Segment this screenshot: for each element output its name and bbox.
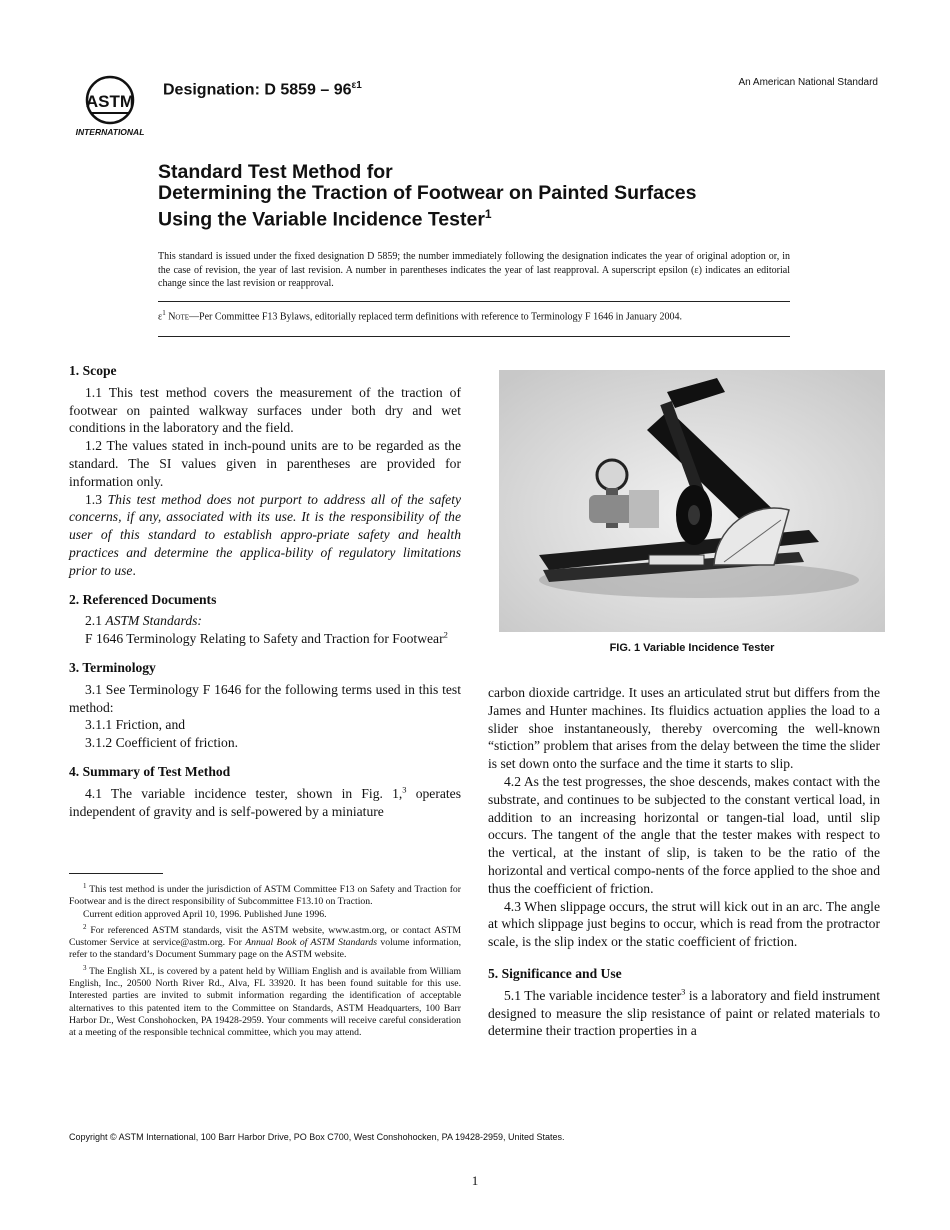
astm-logo-icon <box>76 77 145 137</box>
document-title <box>158 162 808 231</box>
footnote-1: $^1$ This test method is under the jurisdiction of ASTM Committee F13 on Safety and Traction for Footwear and is the direct responsibility of Subcommittee F13.10 on Traction. <box>69 882 461 908</box>
reference-f1646: F 1646 Terminology Relating to Safety and Traction for Footwear$^2$ <box>85 629 448 647</box>
svg-text:INTERNATIONAL: INTERNATIONAL <box>75 127 145 137</box>
divider-top <box>158 301 790 302</box>
footnote-divider <box>69 873 163 874</box>
section-heading-summary: 4. Summary of Test Method <box>69 763 231 779</box>
paragraph-4-1-continued: carbon dioxide cartridge. It uses an articulated strut but differs from the James and Hunter machines. Its fluidics actuation applies the load to a slider shoe instantaneously, thereby overcoming the well-known “stiction” problem that arises from the delay between the time the slider is set down onto the surface and the time it starts to slip. <box>488 685 880 772</box>
section-heading-significance: 5. Significance and Use <box>488 965 622 981</box>
copyright-notice: Copyright © ASTM International, 100 Barr Harbor Drive, PO Box C700, West Conshohocken, PA 19428-2959, United States. <box>69 1132 565 1142</box>
paragraph-4-1: 4.1 The variable incidence tester, shown in Fig. 1,$^3$ operates independent of gravity and is self-powered by a miniature <box>69 784 462 819</box>
svg-text:ASTM: ASTM <box>85 92 135 111</box>
left-column <box>69 362 461 820</box>
section-heading-terminology: 3. Terminology <box>69 659 156 675</box>
paragraph-3-1-1: 3.1.1 Friction, and <box>85 717 186 733</box>
footnote-1-approval: Current edition approved April 10, 1996. Published June 1996. <box>83 908 327 920</box>
figure-1-photo <box>499 370 885 632</box>
footnote-2: $^2$ For referenced ASTM standards, visit the ASTM website, www.astm.org, or contact ASTM Customer Service at service@astm.org. For Annual Book of ASTM Standards volume information, refer to the standard’s Document Summary page on the ASTM website. <box>69 922 462 961</box>
designation: Designation: D $5859 - 96^{\varepsilon 1}$ <box>163 80 362 99</box>
section-heading-scope: 1. Scope <box>69 363 117 378</box>
editorial-note: $\varepsilon^1$ Note—Per Committee F13 Bylaws, editorially replaced term definitions with reference to Terminology F 1646 in January 2004. <box>158 309 682 323</box>
footnotes <box>69 880 461 1039</box>
issuance-statement: This standard is issued under the fixed designation D 5859; the number immediately following the designation indicates the year of original adoption or, in the case of revision, the year of last revision. A number in parentheses indicates the year of last reapproval. A superscript epsilon (ε) indicates an editorial change since the last revision or reapproval. <box>158 251 790 289</box>
paragraph-3-1: 3.1 See Terminology F 1646 for the following terms used in this test method: <box>69 681 461 715</box>
figure-1-caption: FIG. 1 Variable Incidence Tester <box>609 642 775 654</box>
title-line-2: Determining the Traction of Footwear on Painted Surfaces <box>158 182 697 204</box>
paragraph-1-3: 1.3 This test method does not purport to address all of the safety concerns, if any, associated with its use. It is the responsibility of the user of this standard to establish appro-priate safety and health practices and determine the applica-bility of regulatory limitations prior to use. <box>69 491 462 578</box>
title-line-3: Using the Variable Incidence Tester$^1$ <box>158 207 492 231</box>
paragraph-3-1-2: 3.1.2 Coefficient of friction. <box>85 735 239 751</box>
title-line-1: Standard Test Method for <box>158 161 393 183</box>
divider-bottom <box>158 336 790 337</box>
paragraph-1-2: 1.2 The values stated in inch-pound units are to be regarded as the standard. The SI values given in parentheses are provided for information only. <box>69 438 461 489</box>
right-column <box>488 684 880 1040</box>
section-heading-referenced-documents: 2. Referenced Documents <box>69 591 217 607</box>
national-standard-label: An American National Standard <box>738 77 878 88</box>
paragraph-1-1: 1.1 This test method covers the measurement of the traction of footwear on painted walkway surfaces under both dry and wet conditions in the laboratory and the field. <box>69 384 461 436</box>
astm-logo <box>70 74 150 138</box>
footnote-3: $^3$ The English XL, is covered by a patent held by William English and is available from William English, Inc., 20500 North River Rd., Alva, FL 33920. It has been found suitable for this use. Interested parties are invited to submit information regarding the identification of acceptable alternatives to this patented item to the Committee on Standards, ASTM Headquarters, 100 Barr Harbor Dr., West Conshohocken, PA 19428-2959. Your comments will receive careful consideration at a meeting of the responsible technical committee, which you may attend. <box>69 963 461 1038</box>
paragraph-4-3: 4.3 When slippage occurs, the strut will kick out in an arc. The angle at which slippage just begins to occur, which is read from the protractor scale, is the slip index or the static coefficient of friction. <box>488 898 880 950</box>
paragraph-4-2: 4.2 As the test progresses, the shoe descends, makes contact with the substrate, and continues to be subjected to the constant vertical load, in addition to an increasing horizontal or tangen-tial load, until slip occurs. The tangent of the angle that the tester makes with respect to the vertical, at the instant of slip, is taken to be the ratio of the horizontal and vertical compo-nents of the force applied to the shoe and thus the coefficient of friction. <box>488 773 880 896</box>
paragraph-2-1: 2.1 ASTM Standards: <box>85 613 202 629</box>
page-number: 1 <box>471 1173 479 1188</box>
paragraph-5-1: 5.1 The variable incidence tester$^3$ is a laboratory and field instrument designed to measure the slip resistance of paint or related materials to determine their traction properties in a <box>488 986 880 1039</box>
